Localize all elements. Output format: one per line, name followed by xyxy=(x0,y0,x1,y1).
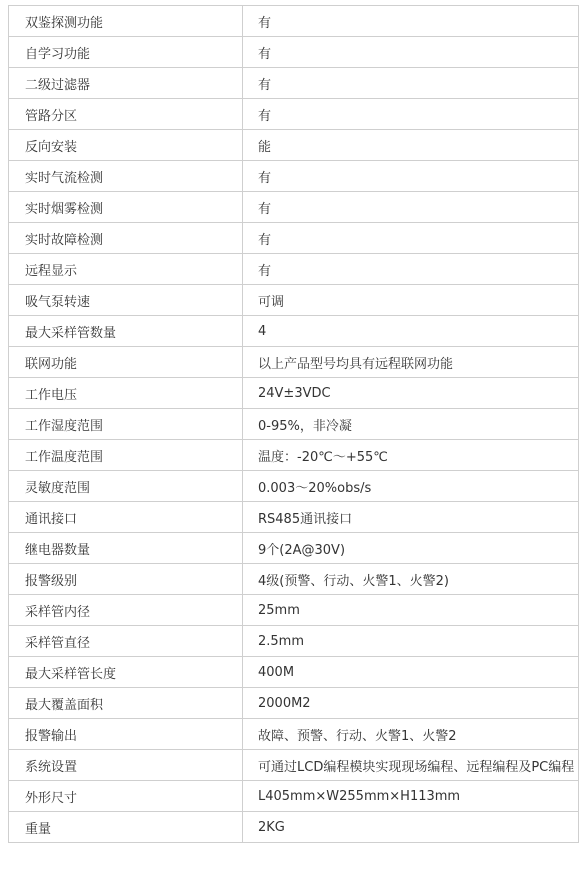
spec-value: 有 xyxy=(243,223,579,254)
spec-label: 通讯接口 xyxy=(9,502,243,533)
table-row xyxy=(9,719,579,750)
table-row xyxy=(9,285,579,316)
spec-label: 二级过滤器 xyxy=(9,68,243,99)
spec-value: 有 xyxy=(243,37,579,68)
spec-label: 实时气流检测 xyxy=(9,161,243,192)
spec-label: 吸气泵转速 xyxy=(9,285,243,316)
table-row xyxy=(9,595,579,626)
table-row xyxy=(9,471,579,502)
spec-value: 2.5mm xyxy=(243,626,579,657)
table-row xyxy=(9,316,579,347)
spec-value: 可调 xyxy=(243,285,579,316)
spec-label: 灵敏度范围 xyxy=(9,471,243,502)
spec-value: 0-95%，非冷凝 xyxy=(243,409,579,440)
spec-value: 有 xyxy=(243,68,579,99)
table-row xyxy=(9,502,579,533)
table-row xyxy=(9,223,579,254)
table-row xyxy=(9,347,579,378)
table-row xyxy=(9,254,579,285)
spec-value: 有 xyxy=(243,192,579,223)
spec-value: 24V±3VDC xyxy=(243,378,579,409)
spec-value: RS485通讯接口 xyxy=(243,502,579,533)
table-row xyxy=(9,564,579,595)
spec-label: 远程显示 xyxy=(9,254,243,285)
table-row xyxy=(9,192,579,223)
spec-value: 有 xyxy=(243,254,579,285)
table-row xyxy=(9,68,579,99)
spec-label: 采样管内径 xyxy=(9,595,243,626)
spec-label: 工作湿度范围 xyxy=(9,409,243,440)
spec-label: 双鉴探测功能 xyxy=(9,6,243,37)
spec-value: 有 xyxy=(243,99,579,130)
table-row xyxy=(9,161,579,192)
spec-label: 报警输出 xyxy=(9,719,243,750)
spec-label: 自学习功能 xyxy=(9,37,243,68)
table-row xyxy=(9,409,579,440)
spec-value: 可通过LCD编程模块实现现场编程、远程编程及PC编程 xyxy=(243,750,579,781)
table-row xyxy=(9,37,579,68)
table-row xyxy=(9,688,579,719)
spec-label: 继电器数量 xyxy=(9,533,243,564)
spec-label: 反向安装 xyxy=(9,130,243,161)
table-row xyxy=(9,812,579,843)
spec-value: 4级(预警、行动、火警1、火警2) xyxy=(243,564,579,595)
table-row xyxy=(9,6,579,37)
table-row xyxy=(9,440,579,471)
spec-label: 外形尺寸 xyxy=(9,781,243,812)
spec-table xyxy=(8,5,579,843)
table-row xyxy=(9,130,579,161)
spec-value: 2KG xyxy=(243,812,579,843)
spec-label: 最大采样管数量 xyxy=(9,316,243,347)
table-row xyxy=(9,657,579,688)
spec-label: 重量 xyxy=(9,812,243,843)
spec-label: 最大覆盖面积 xyxy=(9,688,243,719)
spec-label: 报警级别 xyxy=(9,564,243,595)
table-row xyxy=(9,99,579,130)
table-row xyxy=(9,750,579,781)
spec-value: 有 xyxy=(243,6,579,37)
spec-label: 采样管直径 xyxy=(9,626,243,657)
spec-value: 2000M2 xyxy=(243,688,579,719)
spec-label: 管路分区 xyxy=(9,99,243,130)
spec-value: 9个(2A@30V) xyxy=(243,533,579,564)
table-row xyxy=(9,378,579,409)
spec-value: 400M xyxy=(243,657,579,688)
spec-label: 实时故障检测 xyxy=(9,223,243,254)
spec-value: 能 xyxy=(243,130,579,161)
spec-value: 有 xyxy=(243,161,579,192)
spec-label: 工作温度范围 xyxy=(9,440,243,471)
spec-value: 温度：-20℃～+55℃ xyxy=(243,440,579,471)
table-row xyxy=(9,781,579,812)
spec-label: 系统设置 xyxy=(9,750,243,781)
spec-value: 以上产品型号均具有远程联网功能 xyxy=(243,347,579,378)
spec-label: 工作电压 xyxy=(9,378,243,409)
spec-value: 25mm xyxy=(243,595,579,626)
spec-label: 联网功能 xyxy=(9,347,243,378)
table-row xyxy=(9,533,579,564)
spec-label: 最大采样管长度 xyxy=(9,657,243,688)
spec-value: 故障、预警、行动、火警1、火警2 xyxy=(243,719,579,750)
table-row xyxy=(9,626,579,657)
spec-value: 0.003～20%obs/s xyxy=(243,471,579,502)
spec-value: L405mm×W255mm×H113mm xyxy=(243,781,579,812)
spec-table-body xyxy=(9,6,579,843)
spec-value: 4 xyxy=(243,316,579,347)
spec-label: 实时烟雾检测 xyxy=(9,192,243,223)
